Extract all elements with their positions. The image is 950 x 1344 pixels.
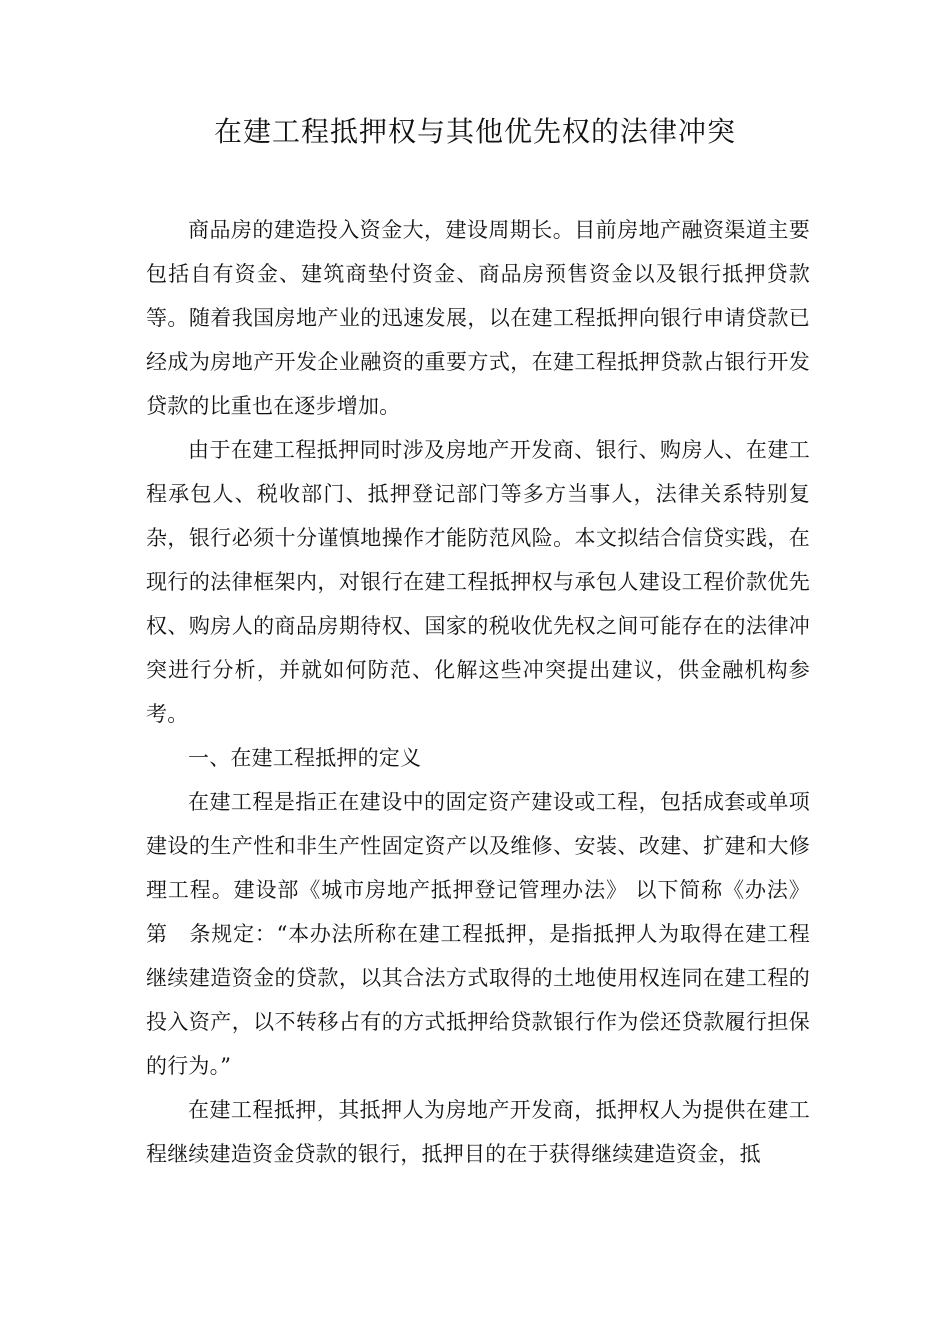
- section-heading: 一、在建工程抵押的定义: [188, 746, 422, 770]
- paragraph-definition: 在建工程是指正在建设中的固定资产建设或工程，包括成套或单项建设的生产性和非生产性固定资产以及维修、安装、改建、扩建和大修理工程。建设部《城市房地产抵押登记管理办法》 以下简称《办法》 第 条规定：“本办法所称在建工程抵押，是指抵押人为取得在建工程继续建造资金的贷款，以其合法方式取得的土地使用权连同在建工程的投入资产，以不转移占有的方式抵押给贷款银行作为偿还贷款履行担保的行为。”: [146, 790, 810, 1078]
- document-body: [146, 208, 810, 1176]
- document-title: 在建工程抵押权与其他优先权的法律冲突: [213, 115, 736, 148]
- paragraph-intro: 商品房的建造投入资金大，建设周期长。目前房地产融资渠道主要包括自有资金、建筑商垫付资金、商品房预售资金以及银行抵押贷款等。随着我国房地产业的迅速发展，以在建工程抵押向银行申请贷款已经成为房地产开发企业融资的重要方式，在建工程抵押贷款占银行开发贷款的比重也在逐步增加。: [146, 218, 810, 418]
- paragraph-parties: 在建工程抵押，其抵押人为房地产开发商，抵押权人为提供在建工程继续建造资金贷款的银行，抵押目的在于获得继续建造资金，抵: [146, 1098, 810, 1166]
- paragraph-scope: 由于在建工程抵押同时涉及房地产开发商、银行、购房人、在建工程承包人、税收部门、抵押登记部门等多方当事人，法律关系特别复杂，银行必须十分谨慎地操作才能防范风险。本文拟结合信贷实践，在现行的法律框架内，对银行在建工程抵押权与承包人建设工程价款优先权、购房人的商品房期待权、国家的税收优先权之间可能存在的法律冲突进行分析，并就如何防范、化解这些冲突提出建议，供金融机构参考。: [146, 438, 810, 726]
